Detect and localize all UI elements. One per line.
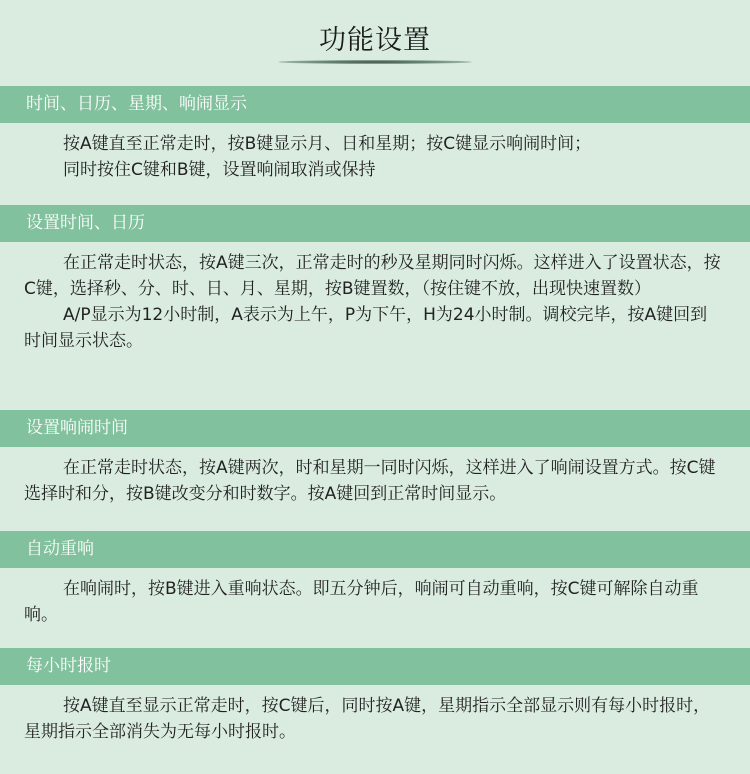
title-underline (278, 60, 472, 64)
section-header: 自动重响 (0, 531, 750, 568)
page-title: 功能设置 (319, 25, 431, 56)
section-header: 每小时报时 (0, 648, 750, 685)
title-area (0, 0, 750, 84)
section-header: 设置时间、日历 (0, 205, 750, 242)
section-body (0, 568, 750, 628)
section-paragraph: 在正常走时状态，按A键三次，正常走时的秒及星期同时闪烁。这样进入了设置状态，按C键，选择秒、分、时、日、月、星期，按B键置数，（按住键不放，出现快速置数） (24, 253, 721, 299)
section-header: 时间、日历、星期、响闹显示 (0, 86, 750, 123)
section-paragraph: 按A键直至正常走时，按B键显示月、日和星期；按C键显示响闹时间； (63, 134, 592, 154)
section-set-time-calendar (0, 205, 750, 354)
section-body (0, 123, 750, 183)
section-time-calendar-alarm-display (0, 86, 750, 183)
section-body (0, 447, 750, 507)
section-snooze (0, 531, 750, 628)
section-paragraph: 在响闹时，按B键进入重响状态。即五分钟后，响闹可自动重响，按C键可解除自动重响。 (24, 579, 699, 625)
section-set-alarm-time (0, 410, 750, 507)
section-body (0, 242, 750, 354)
section-body (0, 685, 750, 745)
section-paragraph: 按A键直至显示正常走时，按C键后，同时按A键，星期指示全部显示则有每小时报时，星期指示全部消失为无每小时报时。 (24, 696, 711, 742)
section-paragraph: A/P显示为12小时制，A表示为上午，P为下午，H为24小时制。调校完毕，按A键回到时间显示状态。 (24, 305, 708, 351)
section-header: 设置响闹时间 (0, 410, 750, 447)
section-paragraph: 同时按住C键和B键，设置响闹取消或保持 (63, 160, 376, 180)
section-paragraph: 在正常走时状态，按A键两次，时和星期一同时闪烁，这样进入了响闹设置方式。按C键选择时和分，按B键改变分和时数字。按A键回到正常时间显示。 (24, 458, 716, 504)
section-hourly-chime (0, 648, 750, 745)
